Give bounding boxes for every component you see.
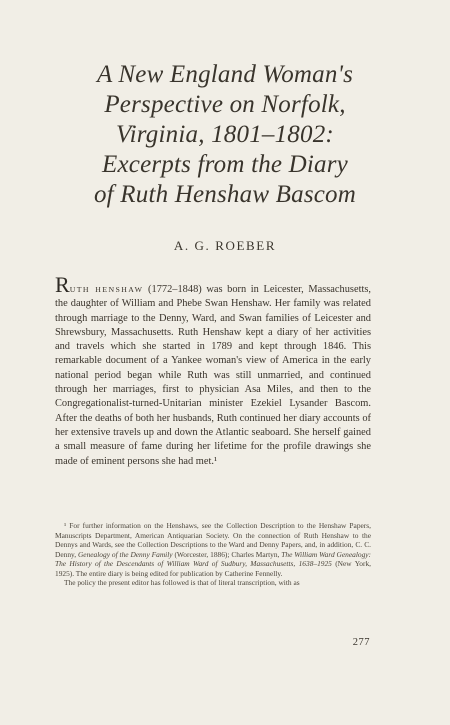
drop-cap: R — [55, 272, 70, 297]
title-line-1: A New England Woman's — [96, 61, 354, 88]
author-byline: A. G. ROEBER — [173, 238, 277, 253]
opening-small-caps: UTH HENSHAW — [69, 285, 144, 294]
footnote-text-1: ¹ For further information on the Henshaws, see the Collection Description to the Henshaw Papers, Manuscripts Department, American Antiquarian Society. On the connection of Ruth Henshaw to the Dennys and Wards, see the Collection Descriptions to the Ward and Denny Papers, and, in addition, C. C. Denny, — [55, 521, 371, 559]
footnote-text-2: (Worcester, 1886); Charles Martyn, — [172, 549, 282, 559]
footnote-block — [55, 521, 371, 588]
title-line-3: Virginia, 1801–1802: — [116, 121, 334, 148]
footnote-citation-1: Genealogy of the Denny Family — [77, 549, 173, 559]
title-line-2: Perspective on Norfolk, — [104, 91, 346, 118]
page-number: 277 — [352, 637, 370, 648]
footnote-citation-2: The William Ward Genealogy: The History of the Descendants of William Ward of Sudbury, Massachusetts, 1638–1925 — [55, 549, 372, 568]
article-title — [0, 60, 450, 210]
title-line-5: of Ruth Henshaw Bascom — [93, 181, 357, 208]
title-line-4: Excerpts from the Diary — [102, 151, 348, 178]
footnote-text-3: (New York, 1925). The entire diary is being edited for publication by Catherine Fennelly. — [55, 559, 372, 578]
footnote-continuation: The policy the present editor has followed is that of literal transcription, with as — [64, 578, 300, 587]
footnote-1 — [55, 521, 371, 578]
article-body-text: (1772–1848) was born in Leicester, Massachusetts, the daughter of William and Phebe Swan Henshaw. Her family was related through marriage to the Denny, Ward, and Swan families of Leicester and Shrewsbury, Massachusetts. Ruth Henshaw kept a diary of her activities and travels which she started in 1789 and kept through 1846. This remarkable document of a Yankee woman's view of America in the early national period began while Ruth was still unmarried, and continued through her marriages, first to physician Asa Miles, and then to the Congregationalist-turned-Unitarian minister Ezekiel Lysander Bascom. After the deaths of both her husbands, Ruth continued her diary accounts of her extensive travels up and down the Atlantic seaboard. She herself gained a small measure of fame during her lifetime for the profile drawings she made of eminent persons she had met.¹ — [55, 284, 371, 467]
article-body-paragraph — [55, 272, 371, 469]
